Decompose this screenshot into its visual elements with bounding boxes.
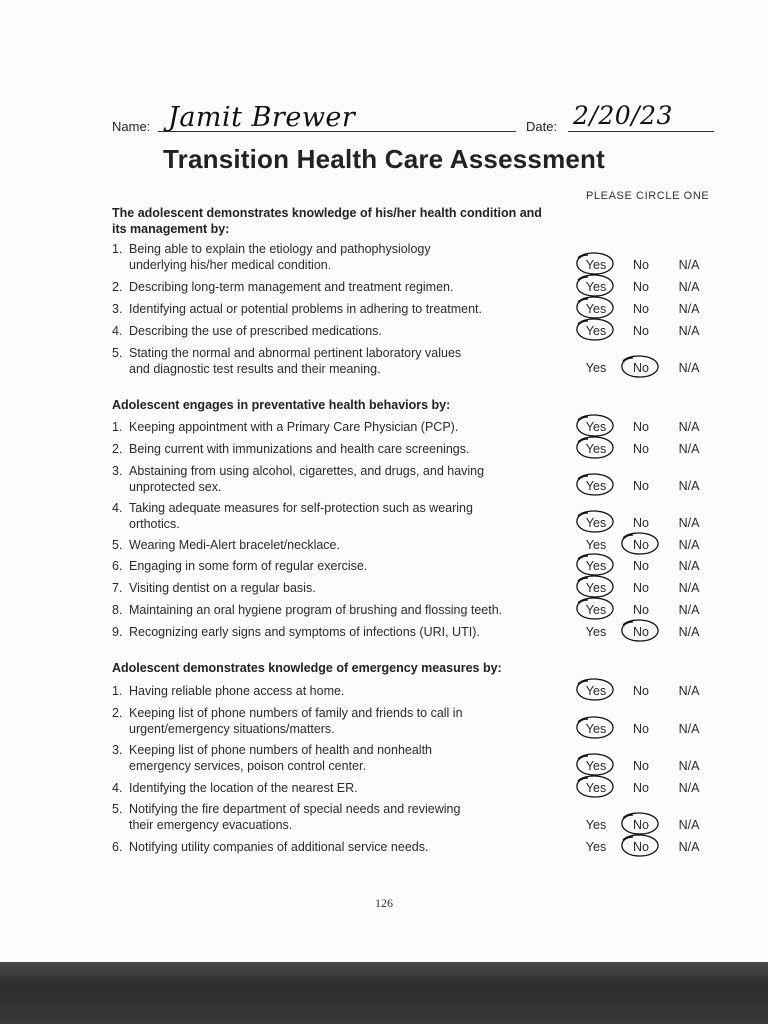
question-item <box>112 301 572 317</box>
option-label: No <box>633 581 649 595</box>
option-label: N/A <box>678 722 700 736</box>
option-label: N/A <box>678 538 700 552</box>
option-label: No <box>633 538 649 552</box>
option-na[interactable] <box>671 624 707 640</box>
option-yes[interactable] <box>578 323 614 339</box>
option-na[interactable] <box>671 558 707 574</box>
question-text: Keeping list of phone numbers of health and nonhealth <box>129 743 433 757</box>
option-label: No <box>633 559 649 573</box>
question-number: 8. <box>112 603 123 617</box>
option-no[interactable] <box>623 721 659 737</box>
question-text: Stating the normal and abnormal pertinent laboratory values <box>129 346 462 360</box>
option-na[interactable] <box>671 537 707 553</box>
option-label: N/A <box>678 759 700 773</box>
option-label: Yes <box>585 722 607 736</box>
option-label: N/A <box>678 516 700 530</box>
option-no[interactable] <box>623 602 659 618</box>
option-label: N/A <box>678 280 700 294</box>
option-label: No <box>633 722 649 736</box>
option-label: No <box>633 516 649 530</box>
option-yes[interactable] <box>578 721 614 737</box>
question-item <box>112 441 572 457</box>
option-na[interactable] <box>671 515 707 531</box>
option-na[interactable] <box>671 360 707 376</box>
option-yes[interactable] <box>578 301 614 317</box>
option-label: No <box>633 818 649 832</box>
option-no[interactable] <box>623 478 659 494</box>
option-na[interactable] <box>671 780 707 796</box>
option-label: No <box>633 258 649 272</box>
option-label: Yes <box>585 361 607 375</box>
circle-instruction: PLEASE CIRCLE ONE <box>586 190 710 202</box>
option-label: Yes <box>585 538 607 552</box>
question-text: Taking adequate measures for self-protection such as wearing <box>129 501 473 515</box>
question-item <box>112 602 572 618</box>
question-item <box>112 345 572 377</box>
option-yes[interactable] <box>578 257 614 273</box>
question-number: 4. <box>112 781 123 795</box>
option-no[interactable] <box>623 537 659 553</box>
option-label: Yes <box>585 625 607 639</box>
option-no[interactable] <box>623 360 659 376</box>
question-text: Keeping list of phone numbers of family and friends to call in <box>129 706 463 720</box>
option-label: Yes <box>585 302 607 316</box>
option-na[interactable] <box>671 721 707 737</box>
option-label: N/A <box>678 361 700 375</box>
option-yes[interactable] <box>578 537 614 553</box>
option-label: N/A <box>678 581 700 595</box>
question-text: Identifying actual or potential problems in adhering to treatment. <box>129 302 482 316</box>
date-label: Date: <box>526 119 558 134</box>
question-text: Notifying the fire department of special needs and reviewing <box>129 802 461 816</box>
option-label: No <box>633 781 649 795</box>
option-na[interactable] <box>671 683 707 699</box>
section-heading-preventative: Adolescent engages in preventative health behaviors by: <box>112 398 451 412</box>
option-yes[interactable] <box>578 515 614 531</box>
question-text-continued: and diagnostic test results and their meaning. <box>129 362 381 376</box>
option-na[interactable] <box>671 817 707 833</box>
option-no[interactable] <box>623 580 659 596</box>
option-label: N/A <box>678 840 700 854</box>
question-number: 3. <box>112 302 123 316</box>
question-item <box>112 537 572 553</box>
page-title: Transition Health Care Assessment <box>162 144 605 174</box>
section-heading-health-condition: The adolescent demonstrates knowledge of his/her health condition and its management by: <box>112 206 542 236</box>
option-label: No <box>633 625 649 639</box>
section-heading-emergency: Adolescent demonstrates knowledge of emergency measures by: <box>112 661 502 675</box>
question-number: 2. <box>112 280 123 294</box>
question-text: Identifying the location of the nearest ER. <box>129 781 358 795</box>
question-item <box>112 624 572 640</box>
option-label: N/A <box>678 684 700 698</box>
question-number: 3. <box>112 464 123 478</box>
option-label: N/A <box>678 324 700 338</box>
option-label: Yes <box>585 759 607 773</box>
question-text-continued: unprotected sex. <box>129 480 222 494</box>
option-na[interactable] <box>671 839 707 855</box>
option-yes[interactable] <box>578 580 614 596</box>
question-text-continued: underlying his/her medical condition. <box>129 258 332 272</box>
question-item <box>112 742 572 774</box>
question-item <box>112 839 572 855</box>
question-item <box>112 323 572 339</box>
question-number: 2. <box>112 442 123 456</box>
option-label: N/A <box>678 302 700 316</box>
question-text: Visiting dentist on a regular basis. <box>129 581 316 595</box>
option-label: Yes <box>585 840 607 854</box>
option-label: Yes <box>585 603 607 617</box>
page-number: 126 <box>375 896 393 910</box>
name-handwritten: Jamit Brewer <box>168 102 356 133</box>
option-label: No <box>633 479 649 493</box>
question-number: 4. <box>112 501 123 515</box>
question-number: 3. <box>112 743 123 757</box>
question-item <box>112 241 572 273</box>
option-yes[interactable] <box>578 279 614 295</box>
question-item <box>112 780 572 796</box>
option-no[interactable] <box>623 624 659 640</box>
option-label: Yes <box>585 324 607 338</box>
option-yes[interactable] <box>578 478 614 494</box>
option-label: Yes <box>585 442 607 456</box>
option-yes[interactable] <box>578 817 614 833</box>
question-number: 6. <box>112 840 123 854</box>
option-label: No <box>633 361 649 375</box>
question-text: Describing the use of prescribed medications. <box>129 324 382 338</box>
option-label: Yes <box>585 581 607 595</box>
option-yes[interactable] <box>578 419 614 435</box>
option-label: No <box>633 324 649 338</box>
option-label: N/A <box>678 603 700 617</box>
option-no[interactable] <box>623 257 659 273</box>
option-na[interactable] <box>671 323 707 339</box>
option-na[interactable] <box>671 441 707 457</box>
question-item <box>112 801 572 833</box>
question-text: Abstaining from using alcohol, cigarettes, and drugs, and having <box>129 464 485 478</box>
option-no[interactable] <box>623 780 659 796</box>
option-label: N/A <box>678 479 700 493</box>
name-label: Name: <box>112 119 151 134</box>
option-label: Yes <box>585 684 607 698</box>
option-no[interactable] <box>623 279 659 295</box>
option-no[interactable] <box>623 558 659 574</box>
question-text-continued: orthotics. <box>129 517 180 531</box>
question-number: 9. <box>112 625 123 639</box>
option-na[interactable] <box>671 257 707 273</box>
option-yes[interactable] <box>578 360 614 376</box>
question-text: Keeping appointment with a Primary Care Physician (PCP). <box>129 420 459 434</box>
question-item <box>112 705 572 737</box>
question-item <box>112 419 572 435</box>
option-yes[interactable] <box>578 441 614 457</box>
option-label: No <box>633 420 649 434</box>
question-number: 4. <box>112 324 123 338</box>
option-no[interactable] <box>623 683 659 699</box>
option-label: N/A <box>678 258 700 272</box>
question-text: Being current with immunizations and health care screenings. <box>129 442 470 456</box>
option-label: Yes <box>585 818 607 832</box>
option-no[interactable] <box>623 817 659 833</box>
option-yes[interactable] <box>578 780 614 796</box>
option-label: No <box>633 442 649 456</box>
question-text: Wearing Medi-Alert bracelet/necklace. <box>129 538 340 552</box>
option-label: No <box>633 840 649 854</box>
option-na[interactable] <box>671 478 707 494</box>
option-yes[interactable] <box>578 558 614 574</box>
option-no[interactable] <box>623 758 659 774</box>
question-item <box>112 580 572 596</box>
option-label: Yes <box>585 559 607 573</box>
question-number: 1. <box>112 420 123 434</box>
question-text: Recognizing early signs and symptoms of infections (URI, UTI). <box>129 625 480 639</box>
option-no[interactable] <box>623 323 659 339</box>
option-yes[interactable] <box>578 758 614 774</box>
question-item <box>112 500 572 532</box>
option-yes[interactable] <box>578 624 614 640</box>
option-label: N/A <box>678 442 700 456</box>
question-text: Notifying utility companies of additional service needs. <box>129 840 429 854</box>
question-text-continued: urgent/emergency situations/matters. <box>129 722 335 736</box>
question-number: 5. <box>112 802 123 816</box>
option-label: Yes <box>585 479 607 493</box>
question-item <box>112 279 572 295</box>
option-no[interactable] <box>623 839 659 855</box>
question-item <box>112 558 572 574</box>
question-text: Having reliable phone access at home. <box>129 684 345 698</box>
question-item <box>112 683 572 699</box>
date-line <box>568 131 714 132</box>
option-yes[interactable] <box>578 839 614 855</box>
option-label: No <box>633 684 649 698</box>
question-number: 5. <box>112 538 123 552</box>
question-text: Describing long-term management and treatment regimen. <box>129 280 454 294</box>
option-na[interactable] <box>671 580 707 596</box>
question-number: 6. <box>112 559 123 573</box>
option-no[interactable] <box>623 419 659 435</box>
option-label: Yes <box>585 258 607 272</box>
option-no[interactable] <box>623 441 659 457</box>
question-item <box>112 463 572 495</box>
option-label: No <box>633 280 649 294</box>
option-label: N/A <box>678 420 700 434</box>
option-label: N/A <box>678 559 700 573</box>
option-na[interactable] <box>671 419 707 435</box>
option-label: No <box>633 759 649 773</box>
question-text: Maintaining an oral hygiene program of brushing and flossing teeth. <box>129 603 503 617</box>
option-label: Yes <box>585 516 607 530</box>
question-text: Engaging in some form of regular exercise. <box>129 559 368 573</box>
option-label: No <box>633 302 649 316</box>
option-no[interactable] <box>623 515 659 531</box>
option-label: N/A <box>678 781 700 795</box>
option-yes[interactable] <box>578 683 614 699</box>
option-label: Yes <box>585 781 607 795</box>
option-label: No <box>633 603 649 617</box>
option-na[interactable] <box>671 758 707 774</box>
option-label: N/A <box>678 818 700 832</box>
option-yes[interactable] <box>578 602 614 618</box>
scanner-edge <box>0 962 768 1024</box>
question-text-continued: emergency services, poison control center. <box>129 759 366 773</box>
question-number: 7. <box>112 581 123 595</box>
option-label: Yes <box>585 280 607 294</box>
question-text-continued: their emergency evacuations. <box>129 818 293 832</box>
option-label: Yes <box>585 420 607 434</box>
question-number: 5. <box>112 346 123 360</box>
question-number: 2. <box>112 706 123 720</box>
option-na[interactable] <box>671 602 707 618</box>
date-handwritten: 2/20/23 <box>573 101 673 130</box>
option-label: N/A <box>678 625 700 639</box>
option-na[interactable] <box>671 301 707 317</box>
option-na[interactable] <box>671 279 707 295</box>
option-no[interactable] <box>623 301 659 317</box>
question-number: 1. <box>112 242 123 256</box>
question-text: Being able to explain the etiology and pathophysiology <box>129 242 431 256</box>
question-number: 1. <box>112 684 123 698</box>
